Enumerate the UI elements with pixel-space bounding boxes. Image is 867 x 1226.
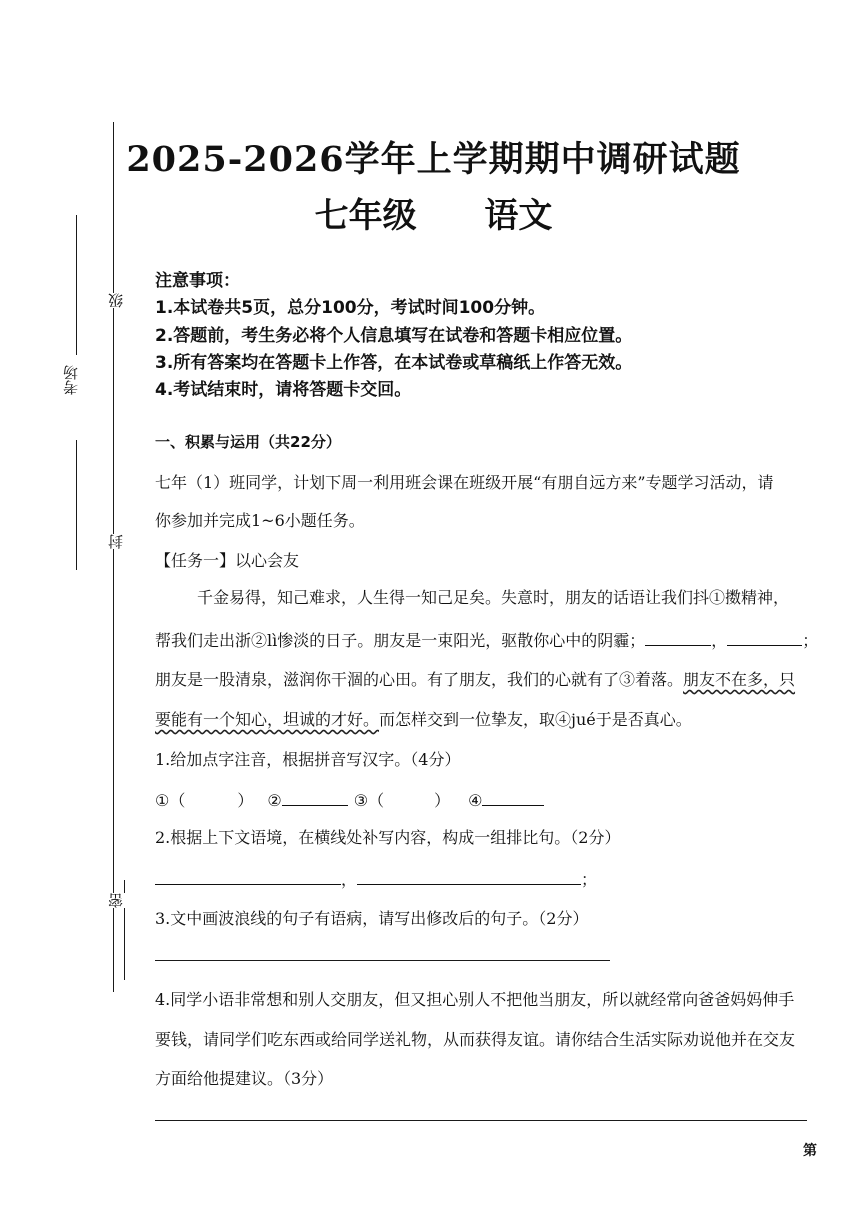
margin-ji-label: 级	[107, 293, 125, 308]
q2-semicolon: ；	[581, 870, 598, 889]
question-4-line-3: 方面给他提建议。（3分）	[155, 1069, 334, 1088]
intro-line-2: 你参加并完成1~6小题任务。	[155, 511, 365, 530]
answer-1-open: ①（	[155, 791, 186, 810]
answer-4-label: ④	[468, 791, 483, 810]
question-2: 2.根据上下文语境，在横线处补写内容，构成一组排比句。（2分）	[155, 828, 621, 847]
passage-line-3	[155, 667, 795, 690]
seat-underline	[76, 440, 77, 570]
exam-subtitle	[0, 188, 867, 237]
question-3: 3.文中画波浪线的句子有语病，请写出修改后的句子。（2分）	[155, 909, 589, 928]
exam-title: 2025-2026学年上学期期中调研试题	[126, 139, 741, 180]
question-1-answers	[155, 787, 544, 811]
passage-line-2-text: 帮我们走出浙②lì惨淡的日子。朋友是一束阳光，驱散你心中的阴霾；	[155, 631, 646, 650]
answer-2-blank[interactable]	[282, 787, 348, 806]
passage-line-4-text: 而怎样交到一位挚友，取④jué于是否真心。	[379, 710, 692, 729]
q2-blank-2[interactable]	[357, 866, 581, 885]
notice-item-4: 4.考试结束时，请将答题卡交回。	[155, 380, 412, 400]
margin-feng-label: 封	[107, 534, 125, 549]
notice-item-2: 2.答题前，考生务必将个人信息填写在试卷和答题卡相应位置。	[155, 326, 633, 346]
passage-line-3-text: 朋友是一股清泉，滋润你干涸的心田。有了朋友，我们的心就有了③着落。	[155, 670, 684, 689]
q2-comma: ，	[341, 870, 358, 889]
question-4-line-2: 要钱，请同学们吃东西或给同学送礼物，从而获得友谊。请你结合生活实际劝说他并在交友	[155, 1030, 796, 1049]
section-heading: 一、积累与运用（共22分）	[155, 433, 341, 451]
q4-answer-line[interactable]	[155, 1120, 807, 1121]
binding-line-outer	[113, 122, 114, 992]
notice-item-3: 3.所有答案均在答题卡上作答，在本试卷或草稿纸上作答无效。	[155, 353, 633, 373]
question-2-answers	[155, 866, 597, 890]
wavy-sentence-part-2: 要能有一个知心，坦诚的才好。	[155, 710, 380, 729]
passage-blank-1[interactable]	[645, 627, 711, 646]
answer-1-close: ）	[237, 791, 254, 810]
passage-comma: ，	[711, 631, 728, 650]
subject-label: 语文	[484, 196, 553, 236]
wavy-sentence-part-1: 朋友不在多，只	[683, 670, 796, 689]
answer-2-label: ②	[267, 791, 282, 810]
passage-line-2	[155, 627, 818, 651]
answer-4-blank[interactable]	[482, 787, 544, 806]
passage-line-4	[155, 707, 692, 730]
answer-3-close: ）	[434, 791, 451, 810]
intro-line-1: 七年（1）班同学，计划下周一利用班会课在班级开展“有朋自远方来”专题学习活动，请	[155, 473, 774, 492]
page-label: 第	[803, 1143, 817, 1159]
q2-blank-1[interactable]	[155, 866, 341, 885]
task-1-heading: 【任务一】以心会友	[155, 551, 300, 570]
answer-3-open: ③（	[353, 791, 385, 810]
question-4-line-1: 4.同学小语非常想和别人交朋友，但又担心别人不把他当朋友，所以就经常向爸爸妈妈伸手	[155, 990, 795, 1009]
notice-heading: 注意事项：	[155, 271, 240, 291]
exam-room-label: 考场	[62, 365, 80, 395]
notice-item-1: 1.本试卷共5页，总分100分，考试时间100分钟。	[155, 298, 546, 318]
margin-mi-label: 密	[107, 893, 125, 908]
passage-blank-2[interactable]	[727, 627, 802, 646]
passage-semicolon: ；	[802, 631, 819, 650]
grade-label: 七年级	[314, 196, 417, 236]
passage-line-1: 千金易得，知己难求，人生得一知己足矣。失意时，朋友的话语让我们抖①擞精神，	[197, 588, 790, 607]
q3-answer-line[interactable]	[155, 960, 610, 961]
question-1: 1.给加点字注音，根据拼音写汉字。（4分）	[155, 750, 461, 769]
